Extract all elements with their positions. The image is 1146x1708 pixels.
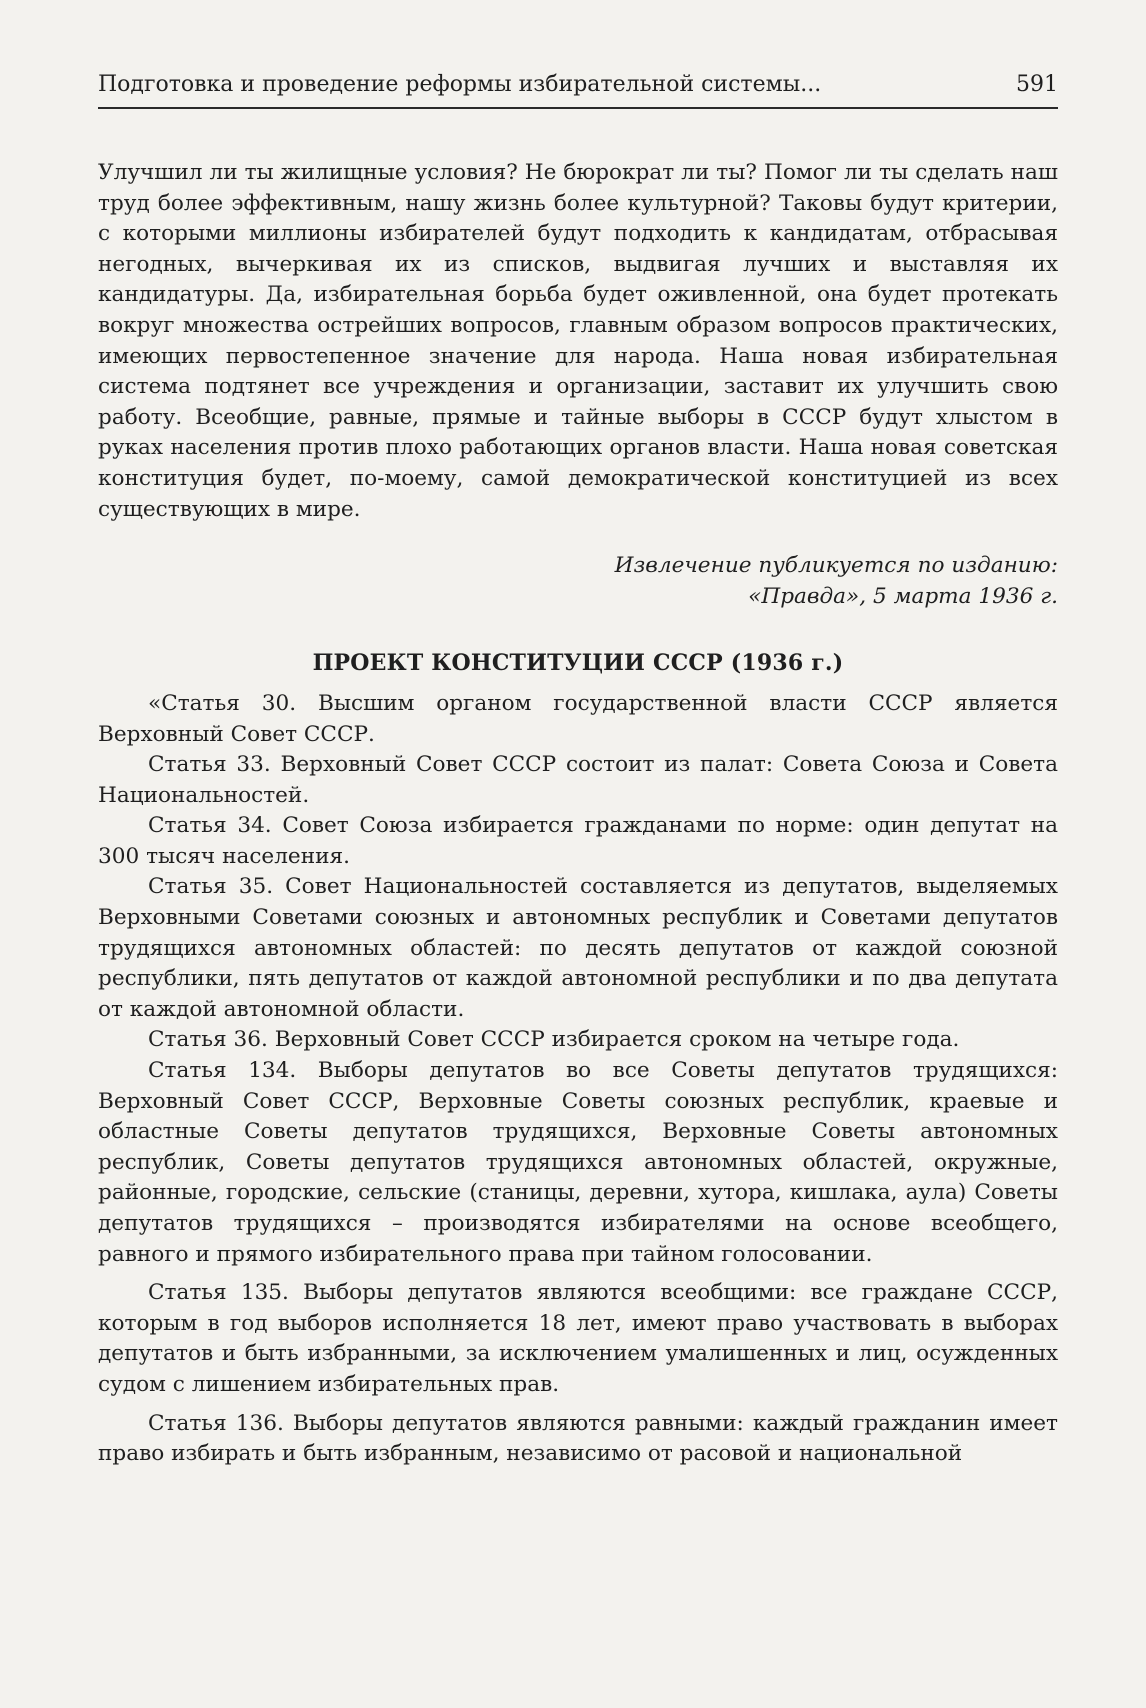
article-135: Статья 135. Выборы депутатов являются всеобщими: все граждане СССР, которым в год выборов исполняется 18 лет, имеют право участвовать в выборах депутатов и быть избранными, за исключением умалишенных и лиц, осужденных судом с лишением избирательных прав. <box>98 1280 1058 1397</box>
running-header <box>98 72 1058 97</box>
article-134: Статья 134. Выборы депутатов во все Советы депутатов трудящихся: Верховный Совет СССР, Верховные Советы союзных республик, краевые и областные Советы депутатов трудящихся, Верховные Советы автономных республик, Советы депутатов трудящихся автономных областей, окружные, районные, городские, сельские (станицы, деревни, хутора, кишлака, аула) Советы депутатов трудящихся – производятся избирателями на основе всеобщего, равного и прямого избирательного права при тайном голосовании. <box>98 1058 1058 1267</box>
section-heading: ПРОЕКТ КОНСТИТУЦИИ СССР (1936 г.) <box>312 650 844 677</box>
article-33: Статья 33. Верховный Совет СССР состоит из палат: Совета Союза и Совета Национальностей. <box>98 752 1058 808</box>
article-35: Статья 35. Совет Национальностей составляется из депутатов, выделяемых Верховными Советами союзных и автономных республик и Советами депутатов трудящихся автономных областей: по десять депутатов от каждой союзной республики, пять депутатов от каждой автономной республики и по два депутата от каждой автономной области. <box>98 874 1058 1022</box>
article-36: Статья 36. Верховный Совет СССР избирается сроком на четыре года. <box>148 1027 960 1053</box>
source-line-1: Извлечение публикуется по изданию: <box>614 553 1058 579</box>
intro-paragraph: Улучшил ли ты жилищные условия? Не бюрократ ли ты? Помог ли ты сделать наш труд более эффективным, нашу жизнь более культурной? Таковы будут критерии, с которыми миллионы избирателей будут подходить к кандидатам, отбрасывая негодных, вычеркивая их из списков, выдвигая лучших и выставляя их кандидатуры. Да, избирательная борьба будет оживленной, она будет протекать вокруг множества острейших вопросов, главным образом вопросов практических, имеющих первостепенное значение для народа. Наша новая избирательная система подтянет все учреждения и организации, заставит их улучшить свою работу. Всеобщие, равные, прямые и тайные выборы в СССР будут хлыстом в руках населения против плохо работающих органов власти. Наша новая советская конституция будет, по-моему, самой демократической конституцией из всех существующих в мире. <box>98 160 1058 522</box>
article-136: Статья 136. Выборы депутатов являются равными: каждый гражданин имеет право избирать и быть избранным, независимо от расовой и национальной <box>98 1410 1058 1467</box>
header-rule <box>98 107 1058 109</box>
page-body <box>98 158 1058 1470</box>
source-line-2: «Правда», 5 марта 1936 г. <box>748 583 1058 609</box>
article-30: «Статья 30. Высшим органом государственной власти СССР является Верховный Совет СССР. <box>98 690 1058 747</box>
running-title: Подготовка и проведение реформы избирательной системы... <box>98 72 822 97</box>
page-number: 591 <box>1016 72 1058 97</box>
article-34: Статья 34. Совет Союза избирается гражданами по норме: один депутат на 300 тысяч населения. <box>98 813 1058 869</box>
